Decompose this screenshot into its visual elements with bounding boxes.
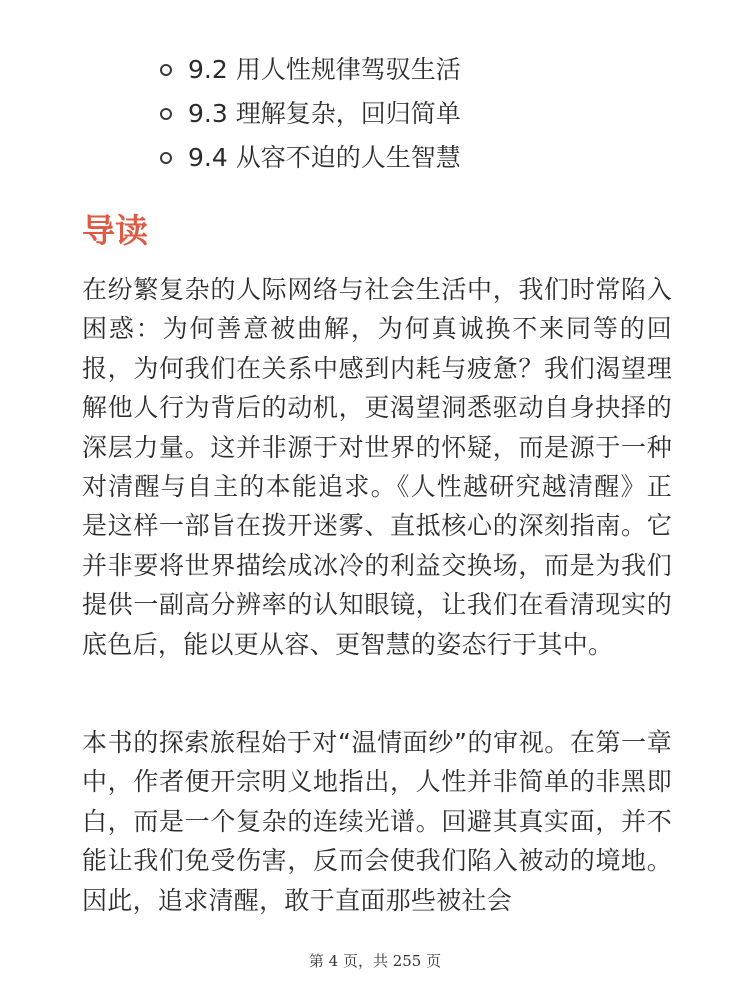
toc-item-label: 9.3 理解复杂，回归简单 <box>188 99 461 128</box>
toc-item[interactable] <box>160 48 461 92</box>
section-title: 导读 <box>82 211 148 250</box>
toc-item[interactable] <box>160 92 461 136</box>
circle-bullet-icon <box>160 152 172 164</box>
toc-item-label: 9.2 用人性规律驾驭生活 <box>188 55 461 84</box>
toc-item-label: 9.4 从容不迫的人生智慧 <box>188 143 461 172</box>
toc-item[interactable] <box>160 136 461 180</box>
body-paragraph: 在纷繁复杂的人际网络与社会生活中，我们时常陷入困惑：为何善意被曲解，为何真诚换不来同等的回报，为何我们在关系中感到内耗与疲惫？我们渴望理解他人行为背后的动机，更渴望洞悉驱动自身抉择的深层力量。这并非源于对世界的怀疑，而是源于一种对清醒与自主的本能追求。《人性越研究越清醒》正是这样一部旨在拨开迷雾、直抵核心的深刻指南。它并非要将世界描绘成冰冷的利益交换场，而是为我们提供一副高分辨率的认知眼镜，让我们在看清现实的底色后，能以更从容、更智慧的姿态行于其中。 <box>82 275 672 659</box>
page-number: 第 4 页，共 255 页 <box>308 952 442 970</box>
table-of-contents <box>160 48 461 180</box>
circle-bullet-icon <box>160 64 172 76</box>
body-paragraph: 本书的探索旅程始于对“温情面纱”的审视。在第一章中，作者便开宗明义地指出，人性并非简单的非黑即白，而是一个复杂的连续光谱。回避其真实面，并不能让我们免受伤害，反而会使我们陷入被动的境地。因此，追求清醒，敢于直面那些被社会 <box>82 728 672 915</box>
circle-bullet-icon <box>160 108 172 120</box>
